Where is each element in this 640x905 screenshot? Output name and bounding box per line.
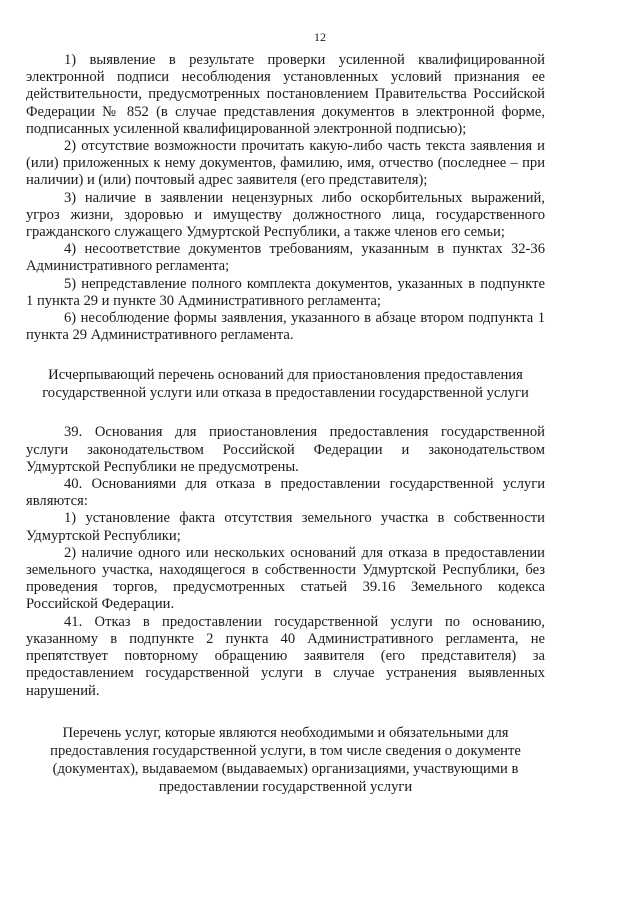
document-body — [26, 52, 545, 796]
page-number: 12 — [314, 30, 326, 44]
section-body — [26, 424, 545, 699]
list-item: 4) несоответствие документов требованиям, указанным в пунктах 32-36 Административного регламента; — [26, 241, 545, 275]
refusal-grounds-list — [26, 52, 545, 344]
section-heading: Перечень услуг, которые являются необходимыми и обязательными для предоставления государственной услуги, в том числе сведения о документе (документах), выдаваемом (выдаваемых) организациями, участвующими в предоставлении государственной услуги — [50, 724, 521, 795]
list-item: 6) несоблюдение формы заявления, указанного в абзаце втором подпункта 1 пункта 29 Административного регламента. — [26, 310, 545, 344]
list-item: 3) наличие в заявлении нецензурных либо оскорбительных выражений, угроз жизни, здоровью и имуществу должностного лица, государственного гражданского служащего Удмуртской Республики, а также членов его семьи; — [26, 189, 545, 241]
list-item: 5) непредставление полного комплекта документов, указанных в подпункте 1 пункта 29 и пункте 30 Административного регламента; — [26, 275, 545, 309]
section-heading: Исчерпывающий перечень оснований для приостановления предоставления государственной услуги или отказа в предоставлении государственной услуги — [42, 367, 529, 402]
list-item: 1) установление факта отсутствия земельного участка в собственности Удмуртской Республики; — [26, 510, 545, 544]
list-item: 2) наличие одного или нескольких оснований для отказа в предоставлении земельного участка, находящегося в собственности Удмуртской Республики, без проведения торгов, предусмотренных статьей 39.16 Земельного кодекса Российской Федерации. — [26, 544, 545, 613]
list-item: 1) выявление в результате проверки усиленной квалифицированной электронной подписи несоблюдения установленных условий признания ее действительности, предусмотренных постановлением Правительства Российской Федерации № 852 (в случае представления документов в электронной форме, подписанных усиленной квалифицированной электронной подписью); — [26, 52, 545, 137]
list-item: 2) отсутствие возможности прочитать какую-либо часть текста заявления и (или) приложенных к нему документов, фамилию, имя, отчество (последнее – при наличии) и (или) почтовый адрес заявителя (его представителя); — [26, 138, 545, 189]
paragraph: 41. Отказ в предоставлении государственной услуги по основанию, указанному в подпункте 2 пункта 40 Административного регламента, не препятствует повторному обращению заявителя (его представителя) за предоставлением государственной услуги в случае устранения выявленных нарушений. — [26, 613, 545, 699]
paragraph: 40. Основаниями для отказа в предоставлении государственной услуги являются: — [26, 476, 545, 510]
paragraph: 39. Основания для приостановления предоставления государственной услуги законодательством Российской Федерации и законодательством Удмуртской Республики не предусмотрены. — [26, 424, 545, 475]
